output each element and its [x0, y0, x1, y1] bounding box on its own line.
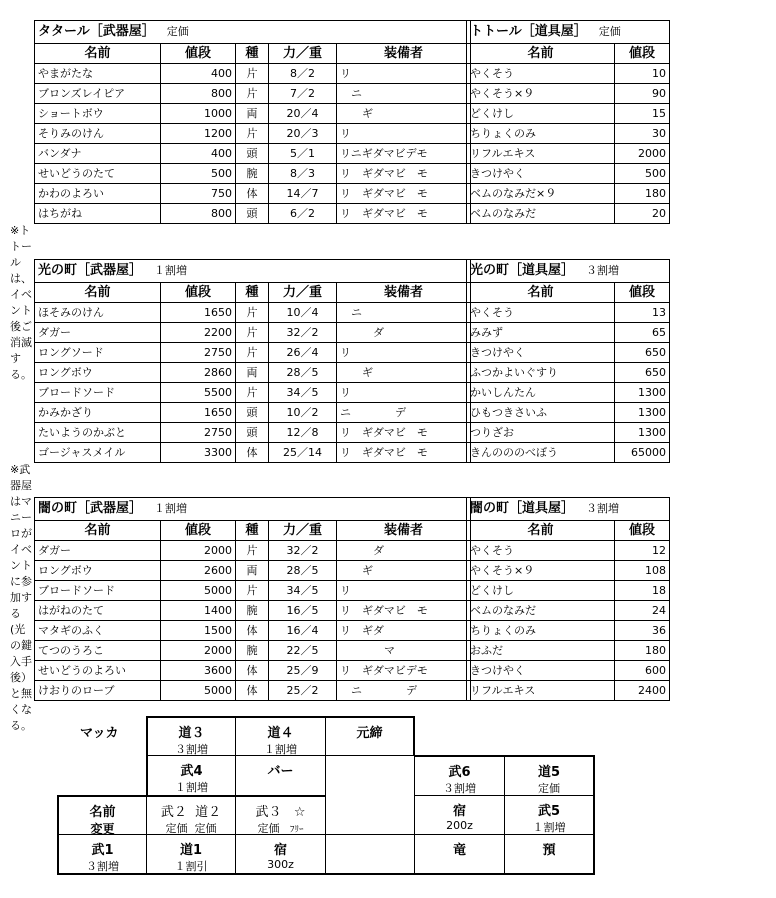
- table-cell: 体: [236, 661, 269, 681]
- table-cell: やくそう: [467, 303, 615, 323]
- table-row: [467, 581, 670, 601]
- table-row: [35, 303, 471, 323]
- table-cell: リフルエキス: [467, 144, 615, 164]
- table-cell: 5000: [161, 581, 236, 601]
- table-cell: 18: [615, 581, 670, 601]
- item-shop-table-3: [466, 497, 670, 701]
- table-cell: 頭: [236, 423, 269, 443]
- table-cell: マタギのふく: [35, 621, 161, 641]
- table-cell: 34／5: [269, 581, 337, 601]
- table-row: [35, 84, 471, 104]
- table-cell: ギ: [337, 561, 471, 581]
- table-cell: バンダナ: [35, 144, 161, 164]
- table-cell: 12／8: [269, 423, 337, 443]
- table-row: [467, 601, 670, 621]
- table-cell: やくそう×９: [467, 84, 615, 104]
- table-cell: 両: [236, 104, 269, 124]
- table-row: [35, 641, 471, 661]
- table-header: 名前 値段 種 力／重 装備者: [35, 44, 471, 64]
- table-cell: 2000: [161, 641, 236, 661]
- table-cell: 片: [236, 303, 269, 323]
- table-cell: リ: [337, 383, 471, 403]
- table-cell: かわのよろい: [35, 184, 161, 204]
- table-cell: 体: [236, 443, 269, 463]
- map-cell-b3-star: 武３ ☆ 定価 ﾌﾘｰ: [235, 795, 326, 835]
- table-cell: 1300: [615, 423, 670, 443]
- table-cell: リ: [337, 64, 471, 84]
- table-cell: 体: [236, 621, 269, 641]
- map-cell-b1: 武1 ３割増: [57, 834, 147, 875]
- table-cell: ギ: [337, 104, 471, 124]
- table-row: [35, 681, 471, 701]
- table-cell: 2000: [161, 541, 236, 561]
- table-cell: 1200: [161, 124, 236, 144]
- table-cell: 20／3: [269, 124, 337, 144]
- table-cell: 16／4: [269, 621, 337, 641]
- map-cell-bar: バー: [235, 755, 326, 796]
- table-cell: ダ: [337, 323, 471, 343]
- table-cell: みみず: [467, 323, 615, 343]
- table-cell: 1300: [615, 403, 670, 423]
- table-cell: 2750: [161, 423, 236, 443]
- table-row: [467, 423, 670, 443]
- table-row: [467, 164, 670, 184]
- table-row: [35, 124, 471, 144]
- table-row: [467, 104, 670, 124]
- table-row: [35, 343, 471, 363]
- table-cell: ダガー: [35, 541, 161, 561]
- table-row: [35, 164, 471, 184]
- table-cell: リフルエキス: [467, 681, 615, 701]
- table-row: [35, 363, 471, 383]
- table-cell: やまがたな: [35, 64, 161, 84]
- table-cell: つりざお: [467, 423, 615, 443]
- table-cell: ロングソード: [35, 343, 161, 363]
- table-cell: 32／2: [269, 541, 337, 561]
- note-2: ※武器屋はマニーロがイベントに参加する(光の鍵入手後）と無くなる。: [10, 463, 32, 732]
- table-cell: ベムのなみだ: [467, 601, 615, 621]
- table-cell: はちがね: [35, 204, 161, 224]
- table-cell: 1400: [161, 601, 236, 621]
- table-cell: かみかざり: [35, 403, 161, 423]
- table-row: [467, 403, 670, 423]
- weapon-shop-table-2: [34, 259, 471, 463]
- table-cell: 8／3: [269, 164, 337, 184]
- table-cell: 30: [615, 124, 670, 144]
- table-cell: リ ギダマビ モ: [337, 423, 471, 443]
- table-cell: ショートボウ: [35, 104, 161, 124]
- map-cell-empty-1: [325, 755, 415, 835]
- table-row: [35, 64, 471, 84]
- table-cell: 90: [615, 84, 670, 104]
- map-cell-b6: 武6 ３割増: [414, 755, 505, 796]
- table-row: [467, 323, 670, 343]
- table-cell: 10／2: [269, 403, 337, 423]
- table-row: [467, 621, 670, 641]
- table-cell: 180: [615, 184, 670, 204]
- table-cell: 片: [236, 124, 269, 144]
- table-cell: かいしんたん: [467, 383, 615, 403]
- table-row: [35, 323, 471, 343]
- table-cell: 34／5: [269, 383, 337, 403]
- table-cell: ゴージャスメイル: [35, 443, 161, 463]
- table-row: [35, 184, 471, 204]
- table-cell: 体: [236, 184, 269, 204]
- table-cell: やくそう×９: [467, 561, 615, 581]
- table-cell: 16／5: [269, 601, 337, 621]
- table-cell: 片: [236, 64, 269, 84]
- table-cell: リ ギダ: [337, 621, 471, 641]
- table-row: [35, 423, 471, 443]
- table-cell: 650: [615, 343, 670, 363]
- table-cell: やくそう: [467, 64, 615, 84]
- table-row: [35, 403, 471, 423]
- table-row: [35, 204, 471, 224]
- table-cell: 両: [236, 363, 269, 383]
- weapon-shop-title-2: 光の町［武器屋］ １割増: [35, 260, 471, 283]
- table-cell: ちりょくのみ: [467, 621, 615, 641]
- table-cell: ブロードソード: [35, 581, 161, 601]
- table-cell: リ ギダマビ モ: [337, 184, 471, 204]
- table-header: 名前 値段: [467, 44, 670, 64]
- table-cell: どくけし: [467, 104, 615, 124]
- table-cell: リ ギダマビ モ: [337, 164, 471, 184]
- weapon-shop-table-3: [34, 497, 471, 701]
- table-cell: 800: [161, 84, 236, 104]
- table-cell: 7／2: [269, 84, 337, 104]
- table-cell: 2860: [161, 363, 236, 383]
- table-cell: 頭: [236, 403, 269, 423]
- table-cell: ベムのなみだ: [467, 204, 615, 224]
- weapon-shop-title-3: 闇の町［武器屋］ １割増: [35, 498, 471, 521]
- table-cell: 1300: [615, 383, 670, 403]
- table-cell: 片: [236, 84, 269, 104]
- table-row: [35, 661, 471, 681]
- table-cell: きつけやく: [467, 164, 615, 184]
- table-cell: マ: [337, 641, 471, 661]
- table-cell: 400: [161, 64, 236, 84]
- table-cell: 1650: [161, 303, 236, 323]
- table-cell: ブロードソード: [35, 383, 161, 403]
- table-row: [35, 443, 471, 463]
- table-cell: ベムのなみだ×９: [467, 184, 615, 204]
- table-cell: 頭: [236, 204, 269, 224]
- table-cell: ふつかよいぐすり: [467, 363, 615, 383]
- table-cell: 500: [615, 164, 670, 184]
- table-row: [467, 641, 670, 661]
- table-cell: 400: [161, 144, 236, 164]
- table-row: [467, 343, 670, 363]
- table-cell: ロングボウ: [35, 363, 161, 383]
- table-cell: リニギダマビデモ: [337, 144, 471, 164]
- table-row: [467, 84, 670, 104]
- map-cell-deposit: 預: [504, 834, 595, 875]
- table-cell: リ ギダマビデモ: [337, 661, 471, 681]
- table-row: [467, 64, 670, 84]
- table-cell: ブロンズレイピア: [35, 84, 161, 104]
- table-cell: 600: [615, 661, 670, 681]
- table-row: [467, 383, 670, 403]
- table-cell: やくそう: [467, 541, 615, 561]
- table-row: [467, 541, 670, 561]
- table-cell: 25／2: [269, 681, 337, 701]
- table-cell: 20／4: [269, 104, 337, 124]
- table-cell: 3300: [161, 443, 236, 463]
- table-cell: 15: [615, 104, 670, 124]
- table-row: [467, 561, 670, 581]
- map-cell-inn1: 宿 200z: [414, 795, 505, 835]
- table-header: 名前 値段 種 力／重 装備者: [35, 521, 471, 541]
- table-cell: 25／9: [269, 661, 337, 681]
- table-cell: ギ: [337, 363, 471, 383]
- table-cell: ニ デ: [337, 681, 471, 701]
- table-header: 名前 値段: [467, 521, 670, 541]
- table-cell: けおりのローブ: [35, 681, 161, 701]
- map-cell-d3: 道３ ３割増: [146, 716, 236, 756]
- table-row: [467, 443, 670, 463]
- table-cell: ひもつきさいふ: [467, 403, 615, 423]
- table-row: [35, 581, 471, 601]
- table-cell: 13: [615, 303, 670, 323]
- table-cell: 片: [236, 323, 269, 343]
- table-cell: 2400: [615, 681, 670, 701]
- table-cell: せいどうのたて: [35, 164, 161, 184]
- map-cell-empty-2: [325, 834, 415, 875]
- table-cell: 1000: [161, 104, 236, 124]
- table-cell: 片: [236, 383, 269, 403]
- map-cell-b5: 武5 １割増: [504, 795, 595, 835]
- table-cell: ニ: [337, 84, 471, 104]
- table-cell: 32／2: [269, 323, 337, 343]
- table-cell: 14／7: [269, 184, 337, 204]
- table-cell: 腕: [236, 164, 269, 184]
- table-cell: 180: [615, 641, 670, 661]
- table-cell: リ ギダマビ モ: [337, 601, 471, 621]
- table-row: [467, 363, 670, 383]
- weapon-shop-table-1: [34, 20, 471, 224]
- table-cell: てつのうろこ: [35, 641, 161, 661]
- table-cell: 22／5: [269, 641, 337, 661]
- table-cell: 1650: [161, 403, 236, 423]
- table-cell: ダ: [337, 541, 471, 561]
- table-cell: リ: [337, 581, 471, 601]
- table-cell: 2600: [161, 561, 236, 581]
- table-cell: 片: [236, 541, 269, 561]
- table-cell: おふだ: [467, 641, 615, 661]
- note-1: ※トトールは、イベント後ご消滅する。: [10, 224, 32, 381]
- map-title: マッカ: [80, 726, 119, 741]
- table-cell: 2000: [615, 144, 670, 164]
- map-cell-genteki: 元締: [325, 716, 415, 756]
- table-row: [35, 541, 471, 561]
- table-cell: 800: [161, 204, 236, 224]
- table-cell: 腕: [236, 641, 269, 661]
- map-cell-dragon: 竜: [414, 834, 505, 875]
- table-cell: 65000: [615, 443, 670, 463]
- item-shop-title-3: 闇の町［道具屋］ ３割増: [467, 498, 670, 521]
- table-cell: 6／2: [269, 204, 337, 224]
- table-cell: 26／4: [269, 343, 337, 363]
- table-header: 名前 値段: [467, 283, 670, 303]
- table-cell: どくけし: [467, 581, 615, 601]
- table-cell: 2200: [161, 323, 236, 343]
- table-row: [35, 621, 471, 641]
- table-cell: ロングボウ: [35, 561, 161, 581]
- table-cell: リ: [337, 343, 471, 363]
- table-row: [467, 144, 670, 164]
- table-cell: 8／2: [269, 64, 337, 84]
- table-cell: リ ギダマビ モ: [337, 204, 471, 224]
- table-cell: せいどうのよろい: [35, 661, 161, 681]
- table-row: [35, 144, 471, 164]
- table-cell: 1500: [161, 621, 236, 641]
- star-icon: ☆: [293, 805, 306, 820]
- map-cell-d4: 道４ １割増: [235, 716, 326, 756]
- map-cell-d5: 道5 定価: [504, 755, 595, 796]
- table-cell: リ ギダマビ モ: [337, 443, 471, 463]
- table-row: [467, 204, 670, 224]
- table-cell: 500: [161, 164, 236, 184]
- table-cell: リ: [337, 124, 471, 144]
- table-row: [35, 104, 471, 124]
- map-cell-inn2: 宿 300z: [235, 834, 326, 875]
- table-cell: きつけやく: [467, 661, 615, 681]
- table-cell: 750: [161, 184, 236, 204]
- table-cell: 3600: [161, 661, 236, 681]
- table-header: 名前 値段 種 力／重 装備者: [35, 283, 471, 303]
- table-row: [467, 681, 670, 701]
- table-row: [35, 383, 471, 403]
- table-cell: 体: [236, 681, 269, 701]
- table-row: [467, 661, 670, 681]
- table-cell: 腕: [236, 601, 269, 621]
- item-shop-title-1: トトール［道具屋］ 定価: [467, 21, 670, 44]
- table-row: [35, 561, 471, 581]
- table-cell: 108: [615, 561, 670, 581]
- table-cell: 頭: [236, 144, 269, 164]
- item-shop-title-2: 光の町［道具屋］ ３割増: [467, 260, 670, 283]
- table-cell: ニ: [337, 303, 471, 323]
- map-cell-namechange: 名前 変更: [57, 795, 147, 835]
- map-cell-b4: 武4 １割増: [146, 755, 236, 796]
- table-cell: 28／5: [269, 561, 337, 581]
- table-cell: きんのののべぼう: [467, 443, 615, 463]
- table-cell: 5500: [161, 383, 236, 403]
- table-cell: 片: [236, 581, 269, 601]
- table-cell: ちりょくのみ: [467, 124, 615, 144]
- table-row: [35, 601, 471, 621]
- table-cell: 24: [615, 601, 670, 621]
- table-row: [467, 303, 670, 323]
- item-shop-table-1: [466, 20, 670, 224]
- table-cell: ほそみのけん: [35, 303, 161, 323]
- table-cell: 10: [615, 64, 670, 84]
- table-cell: 65: [615, 323, 670, 343]
- table-cell: 片: [236, 343, 269, 363]
- table-cell: ニ デ: [337, 403, 471, 423]
- table-cell: はがねのたて: [35, 601, 161, 621]
- table-row: [467, 124, 670, 144]
- table-row: [467, 184, 670, 204]
- table-cell: 650: [615, 363, 670, 383]
- table-cell: 両: [236, 561, 269, 581]
- table-cell: 20: [615, 204, 670, 224]
- table-cell: 5000: [161, 681, 236, 701]
- map-cell-d1: 道1 １割引: [146, 834, 236, 875]
- table-cell: そりみのけん: [35, 124, 161, 144]
- table-cell: きつけやく: [467, 343, 615, 363]
- table-cell: たいようのかぶと: [35, 423, 161, 443]
- table-cell: ダガー: [35, 323, 161, 343]
- table-cell: 36: [615, 621, 670, 641]
- item-shop-table-2: [466, 259, 670, 463]
- table-cell: 2750: [161, 343, 236, 363]
- table-cell: 28／5: [269, 363, 337, 383]
- table-cell: 12: [615, 541, 670, 561]
- table-cell: 5／1: [269, 144, 337, 164]
- table-cell: 10／4: [269, 303, 337, 323]
- table-cell: 25／14: [269, 443, 337, 463]
- map-cell-b2-d2: 武２ 道２ 定価 定価: [146, 795, 236, 835]
- weapon-shop-title-1: タタール［武器屋］ 定価: [35, 21, 471, 44]
